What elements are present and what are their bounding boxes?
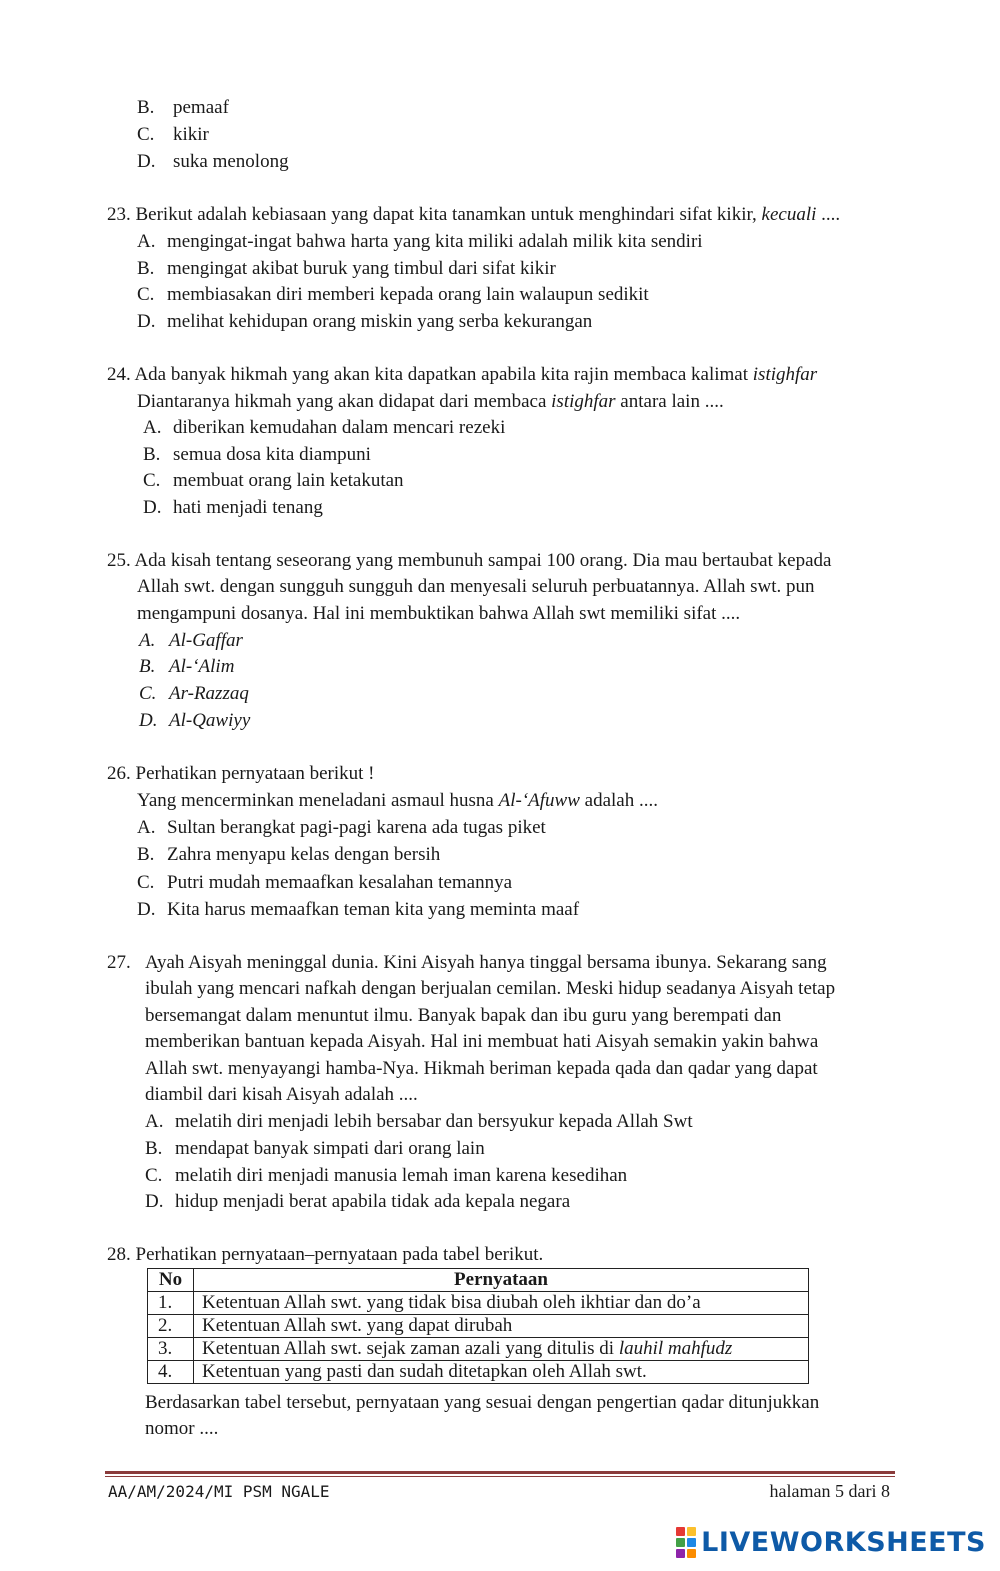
q28-question-line2: nomor ....: [145, 1418, 219, 1439]
logo-square: [676, 1538, 685, 1547]
q25-option-a: A. Al-Gaffar: [139, 630, 243, 651]
q22-option-b: B. pemaaf: [137, 97, 229, 118]
statement-table: [147, 1268, 809, 1384]
q25-option-c: C. Ar-Razzaq: [139, 683, 249, 704]
q24-stem-line2: Diantaranya hikmah yang akan didapat dari membaca istighfar antara lain ....: [137, 391, 724, 412]
row-number: 2.: [148, 1315, 194, 1338]
q27-option-b: B. mendapat banyak simpati dari orang lain: [145, 1138, 485, 1159]
q27-option-c: C. melatih diri menjadi manusia lemah iman karena kesedihan: [145, 1165, 628, 1186]
column-header-no: No: [148, 1269, 194, 1292]
table-row: [148, 1361, 809, 1384]
q27-stem-line6: diambil dari kisah Aisyah adalah ....: [145, 1084, 418, 1105]
q27-number: 27.: [107, 952, 131, 973]
q26-option-a: A. Sultan berangkat pagi-pagi karena ada tugas piket: [137, 817, 546, 838]
q24-option-b: B. semua dosa kita diampuni: [143, 444, 371, 465]
q27-option-d: D. hidup menjadi berat apabila tidak ada kepala negara: [145, 1191, 571, 1212]
q24-option-c: C. membuat orang lain ketakutan: [143, 470, 404, 491]
q26-stem-line1: 26. Perhatikan pernyataan berikut !: [107, 763, 375, 784]
logo-wordmark: LIVEWORKSHEETS: [701, 1527, 986, 1558]
footer-rule-thick: [105, 1471, 895, 1474]
logo-grid-icon: [676, 1527, 696, 1558]
q24-option-d: D. hati menjadi tenang: [143, 497, 323, 518]
q27-option-a: A. melatih diri menjadi lebih bersabar dan bersyukur kepada Allah Swt: [145, 1111, 693, 1132]
q23-option-b: B. mengingat akibat buruk yang timbul dari sifat kikir: [137, 258, 556, 279]
q22-option-d: D. suka menolong: [137, 151, 289, 172]
table-row: [148, 1338, 809, 1361]
row-statement: Ketentuan Allah swt. sejak zaman azali yang ditulis di lauhil mahfudz: [194, 1338, 809, 1361]
q26-stem-line2: Yang mencerminkan meneladani asmaul husna Al-‘Afuww adalah ....: [137, 790, 658, 811]
row-statement: Ketentuan Allah swt. yang dapat dirubah: [194, 1315, 809, 1338]
q27-stem-line1: Ayah Aisyah meninggal dunia. Kini Aisyah hanya tinggal bersama ibunya. Sekarang sang: [145, 952, 827, 973]
row-number: 1.: [148, 1292, 194, 1315]
logo-square: [687, 1527, 696, 1536]
row-number: 4.: [148, 1361, 194, 1384]
row-statement: Ketentuan yang pasti dan sudah ditetapkan oleh Allah swt.: [194, 1361, 809, 1384]
page-number: halaman 5 dari 8: [769, 1481, 890, 1501]
q25-option-d: D. Al-Qawiyy: [139, 710, 251, 731]
column-header-statement: Pernyataan: [194, 1269, 809, 1292]
table-row: [148, 1292, 809, 1315]
row-number: 3.: [148, 1338, 194, 1361]
q23-option-d: D. melihat kehidupan orang miskin yang serba kekurangan: [137, 311, 593, 332]
q27-stem-line5: Allah swt. menyayangi hamba-Nya. Hikmah beriman kepada qada dan qadar yang dapat: [145, 1058, 818, 1079]
q25-stem-line1: 25. Ada kisah tentang seseorang yang membunuh sampai 100 orang. Dia mau bertaubat kepada: [107, 550, 832, 571]
table-header-row: [148, 1269, 809, 1292]
q24-stem-line1: 24. Ada banyak hikmah yang akan kita dapatkan apabila kita rajin membaca kalimat istighfar: [107, 364, 818, 385]
q24-option-a: A. diberikan kemudahan dalam mencari rezeki: [143, 417, 506, 438]
q27-stem-line3: bersemangat dalam menuntut ilmu. Banyak bapak dan ibu guru yang berempati dan: [145, 1005, 782, 1026]
logo-square: [687, 1538, 696, 1547]
q22-option-c: C. kikir: [137, 124, 209, 145]
q25-stem-line2: Allah swt. dengan sungguh sungguh dan menyesali seluruh perbuatannya. Allah swt. pun: [137, 576, 815, 597]
q28-stem: 28. Perhatikan pernyataan–pernyataan pada tabel berikut.: [107, 1244, 544, 1265]
q26-option-b: B. Zahra menyapu kelas dengan bersih: [137, 844, 441, 865]
q26-option-d: D. Kita harus memaafkan teman kita yang meminta maaf: [137, 899, 580, 920]
q27-stem-line2: ibulah yang mencari nafkah dengan berjualan cemilan. Meski hidup seadanya Aisyah tetap: [145, 978, 836, 999]
logo-square: [676, 1549, 685, 1558]
q28-question-line1: Berdasarkan tabel tersebut, pernyataan yang sesuai dengan pengertian qadar ditunjukkan: [145, 1392, 820, 1413]
row-statement: Ketentuan Allah swt. yang tidak bisa diubah oleh ikhtiar dan do’a: [194, 1292, 809, 1315]
logo-square: [676, 1527, 685, 1536]
footer-rule-thin: [105, 1476, 895, 1477]
q23-option-a: A. mengingat-ingat bahwa harta yang kita miliki adalah milik kita sendiri: [137, 231, 703, 252]
liveworksheets-logo: [676, 1527, 986, 1558]
table-row: [148, 1315, 809, 1338]
q27-stem-line4: memberikan bantuan kepada Aisyah. Hal ini membuat hati Aisyah semakin yakin bahwa: [145, 1031, 819, 1052]
q26-option-c: C. Putri mudah memaafkan kesalahan temannya: [137, 872, 513, 893]
q25-stem-line3: mengampuni dosanya. Hal ini membuktikan bahwa Allah swt memiliki sifat ....: [137, 603, 741, 624]
q23-stem: 23. Berikut adalah kebiasaan yang dapat kita tanamkan untuk menghindari sifat kikir, kecuali ....: [107, 204, 841, 225]
q23-option-c: C. membiasakan diri memberi kepada orang lain walaupun sedikit: [137, 284, 649, 305]
q25-option-b: B. Al-‘Alim: [139, 656, 235, 677]
document-code: AA/AM/2024/MI PSM NGALE: [108, 1482, 330, 1501]
logo-square: [687, 1549, 696, 1558]
